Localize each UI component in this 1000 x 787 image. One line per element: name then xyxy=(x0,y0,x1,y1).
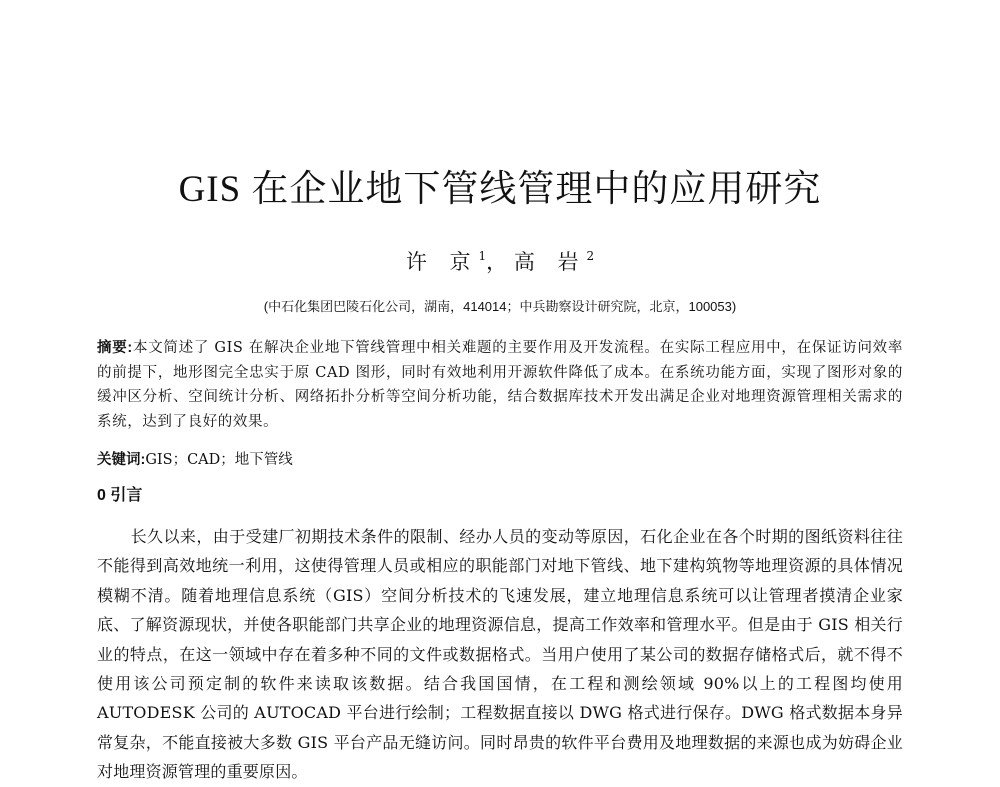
author-1-name: 许 京 xyxy=(405,250,479,274)
body-paragraph: 长久以来，由于受建厂初期技术条件的限制、经办人员的变动等原因，石化企业在各个时期的图纸资料往往不能得到高效地统一利用，这使得管理人员或相应的职能部门对地下管线、地下建构筑物等地理资源的具体情况模糊不清。随着地理信息系统（GIS）空间分析技术的飞速发展，建立地理信息系统可以让管理者摸清企业家底、了解资源现状，并使各职能部门共享企业的地理资源信息，提高工作效率和管理水平。但是由于 GIS 相关行业的特点，在这一领域中存在着多种不同的文件或数据格式。当用户使用了某公司的数据存储格式后，就不得不使用该公司预定制的软件来读取该数据。结合我国国情，在工程和测绘领域 90%以上的工程图均使用 AUTODESK 公司的 AUTOCAD 平台进行绘制；工程数据直接以 DWG 格式进行保存。DWG 格式数据本身异常复杂，不能直接被大多数 GIS 平台产品无缝访问。同时昂贵的软件平台费用及地理数据的来源也成为妨碍企业对地理资源管理的重要原因。 xyxy=(97,527,903,782)
paper-title: GIS 在企业地下管线管理中的应用研究 xyxy=(178,169,822,210)
affiliation: (中石化集团巴陵石化公司，湖南，414014；中兵勘察设计研究院，北京，100053) xyxy=(263,299,737,314)
author-2-name: 高 岩 xyxy=(513,250,587,274)
author-line xyxy=(0,242,1000,276)
abstract xyxy=(97,336,903,434)
keywords-text: GIS；CAD；地下管线 xyxy=(145,452,293,468)
keywords xyxy=(97,449,293,471)
author-1-affiliation-mark: 1 xyxy=(478,249,487,263)
abstract-label: 摘要: xyxy=(97,340,133,356)
abstract-text: 本文简述了 GIS 在解决企业地下管线管理中相关难题的主要作用及开发流程。在实际工程应用中，在保证访问效率的前提下，地形图完全忠实于原 CAD 图形，同时有效地利用开源软件降低了成本。在系统功能方面，实现了图形对象的缓冲区分析、空间统计分析、网络拓扑分析等空间分析功能，结合数据库技术开发出满足企业对地理资源管理相关需求的系统，达到了良好的效果。 xyxy=(97,340,903,430)
section-heading: 0 引言 xyxy=(97,487,143,504)
keywords-label: 关键词: xyxy=(97,452,146,468)
author-separator: ， xyxy=(486,250,508,274)
author-2-affiliation-mark: 2 xyxy=(586,249,595,263)
